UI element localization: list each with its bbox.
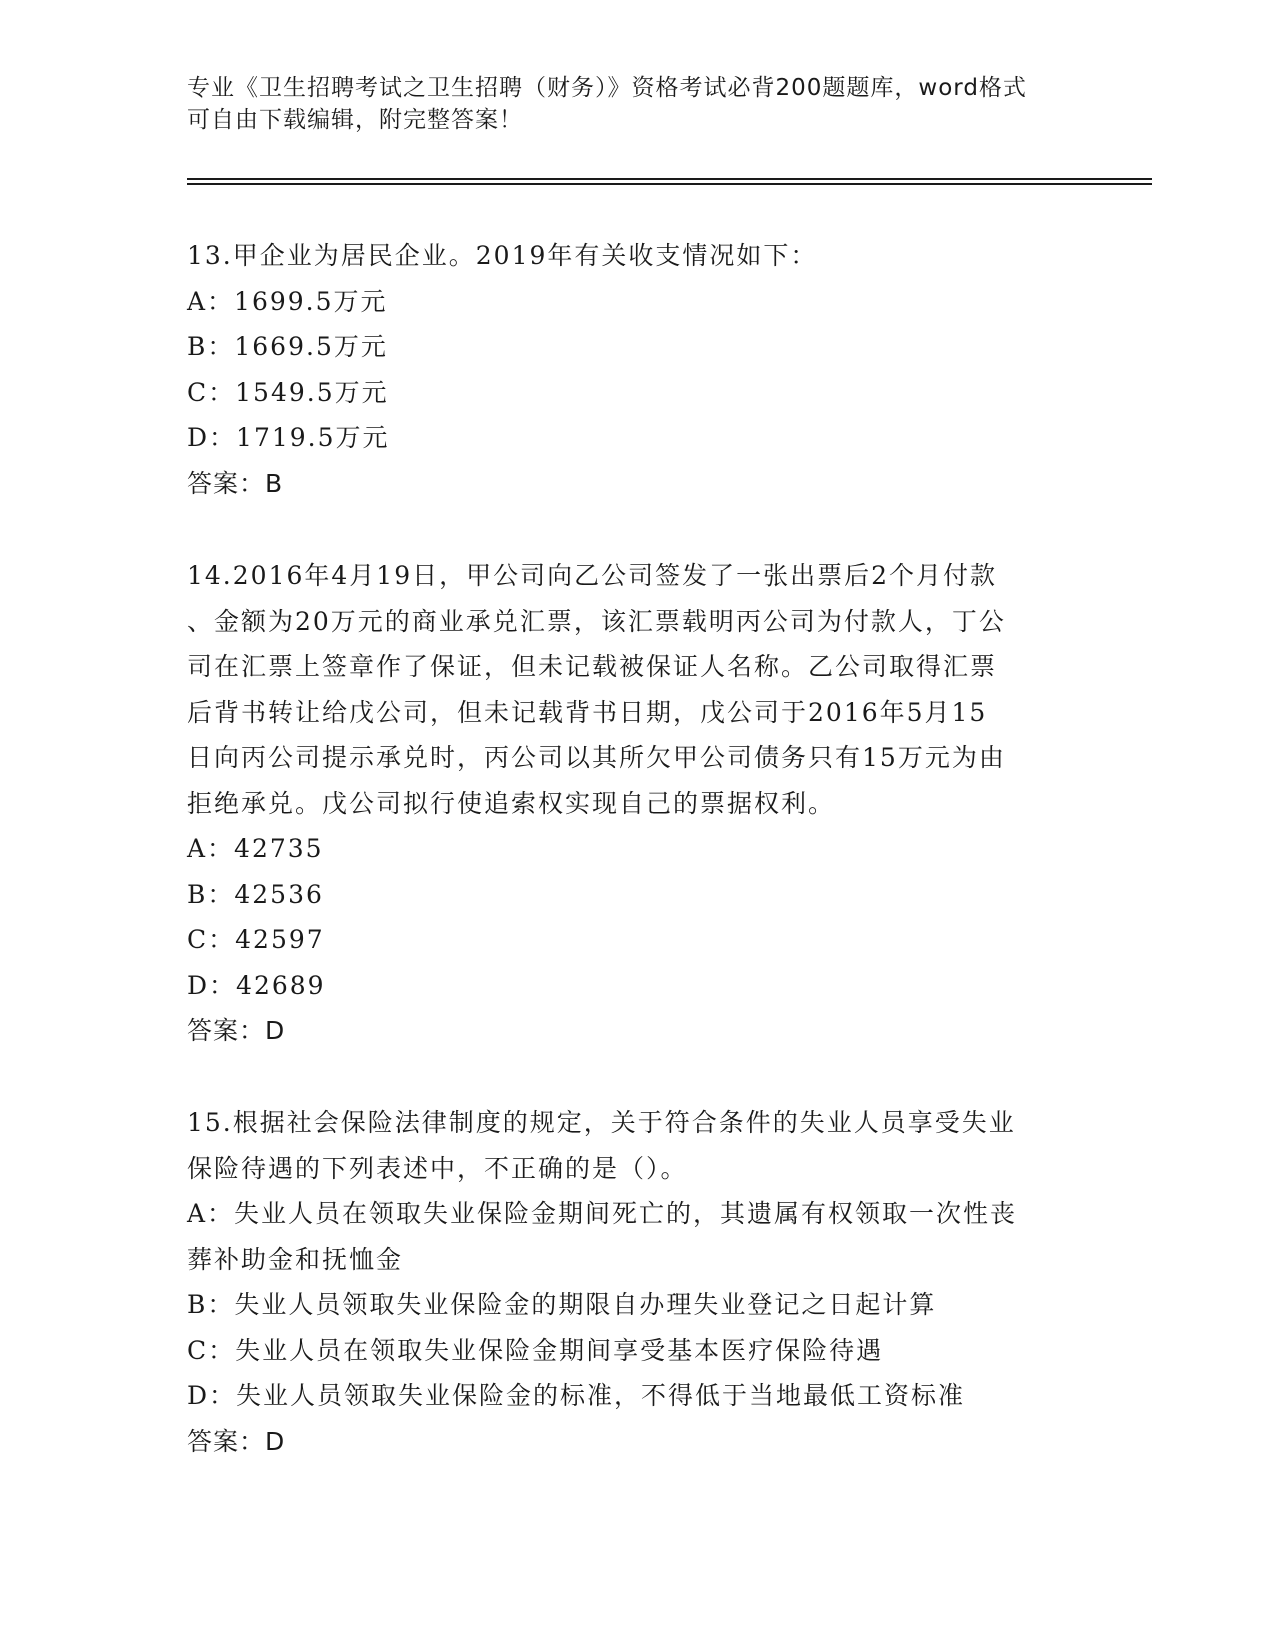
option-b: B：1669.5万元: [187, 332, 388, 361]
option-d: D：42689: [187, 970, 326, 1000]
option-c: C：失业人员在领取失业保险金期间享受基本医疗保险待遇: [187, 1335, 884, 1365]
option-c: C：1549.5万元: [187, 377, 389, 407]
question-13: [187, 233, 1087, 506]
option-a: A：1699.5万元: [187, 286, 388, 316]
option-b: B：失业人员领取失业保险金的期限自办理失业登记之日起计算: [187, 1290, 937, 1319]
header-line-2: 可自由下载编辑，附完整答案！: [187, 107, 523, 133]
header-line-1: 专业《卫生招聘考试之卫生招聘（财务）》资格考试必背200题题库，word格式: [187, 75, 1027, 101]
option-c: C：42597: [187, 925, 325, 954]
question-stem-line: 15.根据社会保险法律制度的规定，关于符合条件的失业人员享受失业: [187, 1108, 1016, 1137]
question-15: [187, 1100, 1087, 1464]
option-d: D：失业人员领取失业保险金的标准，不得低于当地最低工资标准: [187, 1381, 966, 1410]
question-stem-line: 拒绝承兑。戊公司拟行使追索权实现自己的票据权利。: [187, 788, 836, 818]
question-stem-line: 保险待遇的下列表述中，不正确的是（）。: [187, 1153, 688, 1183]
question-stem-line: 司在汇票上签章作了保证，但未记载被保证人名称。乙公司取得汇票: [187, 652, 998, 681]
header-divider-top: [187, 178, 1152, 180]
option-a: A：失业人员在领取失业保险金期间死亡的，其遗属有权领取一次性丧: [187, 1199, 1018, 1228]
header-divider-bottom: [187, 183, 1152, 185]
option-d: D：1719.5万元: [187, 423, 390, 452]
document-header: [187, 72, 1067, 136]
question-stem-line: 13.甲企业为居民企业。2019年有关收支情况如下：: [187, 241, 818, 270]
question-stem-line: 日向丙公司提示承兑时，丙公司以其所欠甲公司债务只有15万元为由: [187, 743, 1006, 772]
question-14: [187, 553, 1087, 1054]
answer-line: 答案：D: [187, 1426, 286, 1456]
question-stem-line: 、金额为20万元的商业承兑汇票，该汇票载明丙公司为付款人，丁公: [187, 606, 1006, 636]
question-stem-line: 后背书转让给戊公司，但未记载背书日期，戊公司于2016年5月15: [187, 697, 988, 727]
question-stem-line: 14.2016年4月19日，甲公司向乙公司签发了一张出票后2个月付款: [187, 561, 998, 590]
answer-line: 答案：B: [187, 468, 284, 498]
option-a-continued: 葬补助金和抚恤金: [187, 1244, 404, 1274]
answer-line: 答案：D: [187, 1016, 286, 1045]
option-a: A：42735: [187, 834, 324, 863]
option-b: B：42536: [187, 879, 324, 909]
